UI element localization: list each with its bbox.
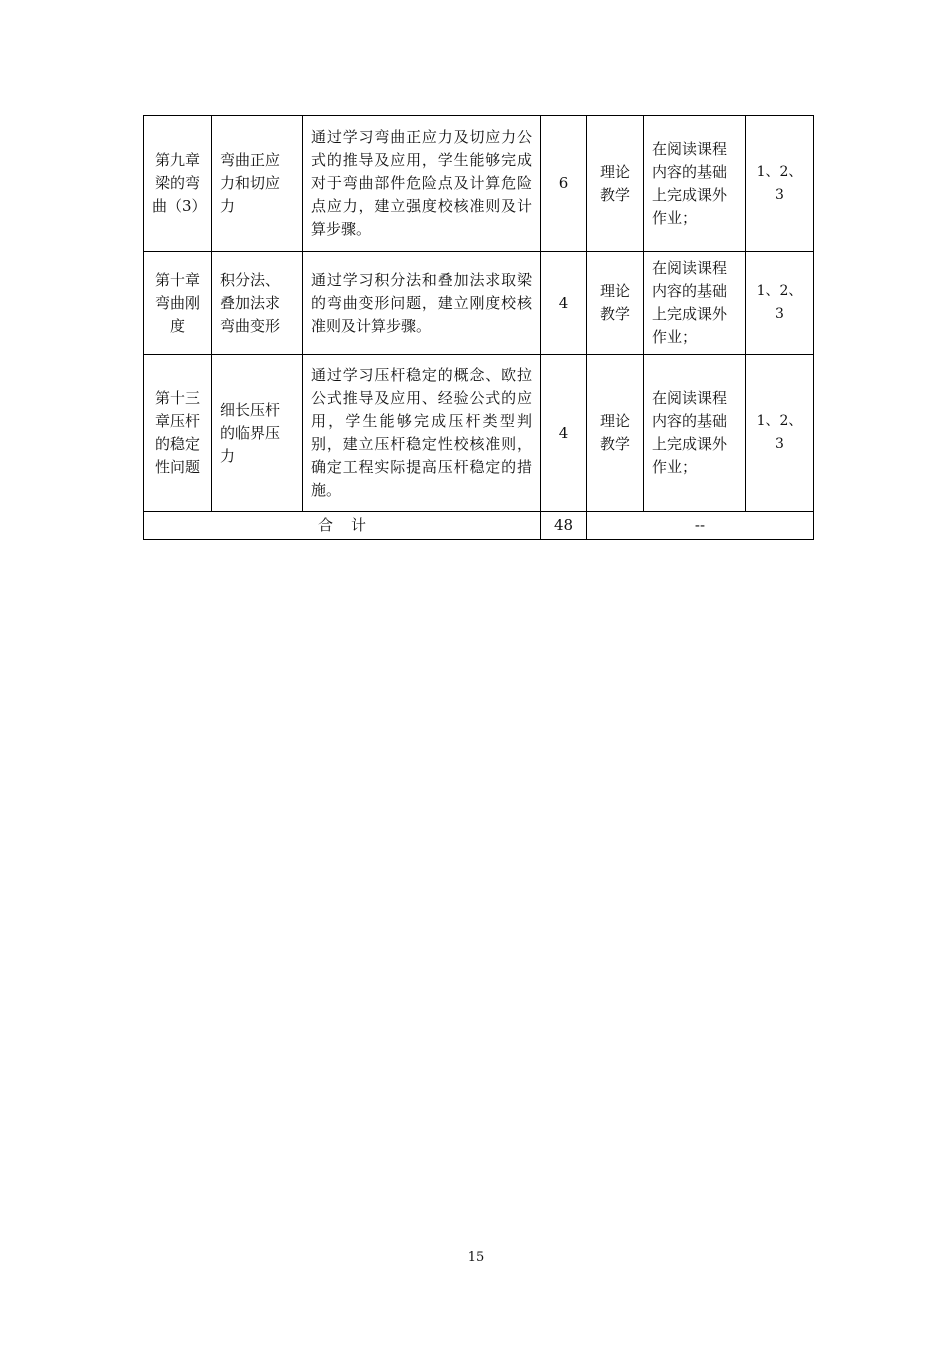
objective-cell: 通过学习弯曲正应力及切应力公式的推导及应用，学生能够完成对于弯曲部件危险点及计算危险点应力，建立强度校核准则及计算步骤。	[303, 116, 541, 252]
goals-cell: 1、2、3	[746, 116, 814, 252]
requirement-cell: 在阅读课程内容的基础上完成课外作业；	[644, 116, 746, 252]
requirement-cell: 在阅读课程内容的基础上完成课外作业；	[644, 355, 746, 512]
total-hours-cell: 48	[541, 512, 587, 540]
goals-cell: 1、2、3	[746, 252, 814, 355]
total-label-cell	[144, 512, 541, 540]
method-cell: 理论教学	[587, 116, 644, 252]
hours-cell: 6	[541, 116, 587, 252]
topic-cell: 弯曲正应力和切应力	[212, 116, 303, 252]
table-row	[144, 116, 814, 252]
table-row	[144, 355, 814, 512]
hours-cell: 4	[541, 355, 587, 512]
total-rest-cell: --	[587, 512, 814, 540]
method-cell: 理论教学	[587, 252, 644, 355]
chapter-cell: 第十三章压杆的稳定性问题	[144, 355, 212, 512]
topic-cell: 积分法、叠加法求弯曲变形	[212, 252, 303, 355]
total-row	[144, 512, 814, 540]
requirement-cell: 在阅读课程内容的基础上完成课外作业；	[644, 252, 746, 355]
goals-cell: 1、2、3	[746, 355, 814, 512]
table-row	[144, 252, 814, 355]
objective-cell: 通过学习积分法和叠加法求取梁的弯曲变形问题，建立刚度校核准则及计算步骤。	[303, 252, 541, 355]
chapter-cell: 第十章弯曲刚度	[144, 252, 212, 355]
topic-cell: 细长压杆的临界压力	[212, 355, 303, 512]
total-label-a: 合	[317, 516, 333, 534]
total-label-b: 计	[351, 516, 367, 534]
chapter-cell: 第九章梁的弯曲（3）	[144, 116, 212, 252]
objective-cell: 通过学习压杆稳定的概念、欧拉公式推导及应用、经验公式的应用，学生能够完成压杆类型判别，建立压杆稳定性校核准则，确定工程实际提高压杆稳定的措施。	[303, 355, 541, 512]
page-number: 15	[467, 1250, 485, 1265]
hours-cell: 4	[541, 252, 587, 355]
course-schedule-table	[143, 115, 814, 540]
method-cell: 理论教学	[587, 355, 644, 512]
